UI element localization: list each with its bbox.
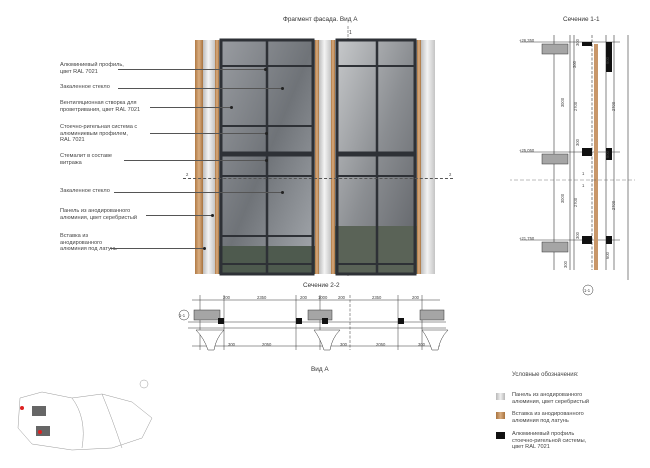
section-2-2-drawing [178, 290, 458, 365]
dim-600: 600 [605, 151, 610, 158]
leader-dot [230, 106, 233, 109]
elevation-mark: +21,750 [519, 236, 535, 241]
dim-300: 300 [575, 139, 580, 146]
facade-elevation [195, 26, 445, 276]
leader-dot [281, 87, 284, 90]
plan-dim: 200 [223, 295, 230, 300]
leader-line [146, 215, 213, 216]
leader-line [118, 88, 283, 89]
dim-2700-right: 2700 [611, 101, 617, 112]
dim-300: 300 [563, 261, 568, 268]
plan-dim: 200 [300, 295, 307, 300]
legend-label: Алюминиевый профиль стоечно-ригельной системы, цвет RAL 7021 [512, 431, 587, 451]
section-tag: 1-1 [179, 313, 186, 318]
annotation-vent-sash: Вентиляционная створка для проветривания, цвет RAL 7021 [60, 100, 141, 113]
facade-title: Фрагмент фасада. Вид А [283, 16, 358, 23]
plan-dim: 200 [338, 295, 345, 300]
annotation-mullion-transom: Стоечно-ригельная система с алюминиевым профилем, RAL 7021 [60, 124, 138, 144]
svg-text:1: 1 [349, 30, 352, 36]
view-a-label: Вид А [311, 366, 329, 373]
plan-dim: 1000 [318, 295, 328, 300]
leader-dot [265, 132, 268, 135]
leader-line [124, 160, 267, 161]
dim-3000: 3000 [560, 97, 566, 108]
plan-dim: 200 [412, 295, 419, 300]
section-1-1-title: Сечение 1-1 [563, 16, 600, 23]
legend-label: Вставка из анодированного алюминия под латунь [512, 411, 584, 424]
elevation-mark: +25,050 [519, 148, 535, 153]
annotation-tempered-glass-2: Закаленное стекло [60, 188, 110, 194]
dim-2700: 2700 [573, 197, 579, 208]
axis-1-mark: 1 [582, 171, 585, 176]
leader-line [150, 133, 267, 134]
legend-title: Условные обозначения: [512, 372, 579, 378]
plan-dim: 2050 [262, 342, 272, 347]
leader-line [114, 192, 283, 193]
axis-1-mark: 1 [582, 183, 585, 188]
key-plan [12, 378, 162, 458]
annotation-tempered-glass-1: Закаленное стекло [60, 84, 110, 90]
leader-dot [211, 214, 214, 217]
axis-2-right: 2 [449, 172, 452, 177]
legend-swatch-brass [496, 412, 505, 419]
plan-dim: 300 [228, 342, 235, 347]
section-1-1-drawing [510, 30, 640, 300]
plan-dim: 2350 [257, 295, 267, 300]
elevation-mark: +26,350 [519, 38, 535, 43]
section-2-2-title: Сечение 2-2 [303, 282, 340, 289]
leader-line [118, 69, 266, 70]
dim-600: 600 [605, 57, 610, 64]
leader-dot [203, 247, 206, 250]
dim-3000: 3000 [560, 193, 566, 204]
plan-dim: 2350 [372, 295, 382, 300]
legend-swatch-silver [496, 393, 505, 400]
annotation-silver-panel: Панель из анодированного алюминия, цвет серебристый [60, 208, 137, 221]
leader-dot [264, 68, 267, 71]
dim-2700: 2700 [573, 101, 579, 112]
leader-dot [281, 191, 284, 194]
plan-dim: 300 [418, 342, 425, 347]
leader-dot [265, 159, 268, 162]
leader-line [110, 248, 205, 249]
leader-line [150, 107, 232, 108]
dim-2700-right: 2700 [611, 200, 617, 211]
dim-300: 300 [575, 232, 580, 239]
annotation-stemalit: Стемалит в составе витража [60, 153, 113, 166]
plan-dim: 300 [340, 342, 347, 347]
dim-300: 300 [575, 39, 580, 46]
dim-300: 300 [572, 61, 577, 68]
axis-2-left: 2 [186, 172, 189, 177]
section-tag: 1-1 [584, 288, 591, 293]
plan-dim: 2050 [376, 342, 386, 347]
annotation-brass-insert: Вставка из анодированного алюминия под латунь [60, 233, 117, 253]
legend-swatch-profile [496, 432, 505, 439]
legend-label: Панель из анодированного алюминия, цвет серебристый [512, 392, 589, 405]
section-line-2-2 [183, 178, 453, 179]
dim-600: 600 [605, 252, 610, 259]
annotation-aluminium-profile: Алюминиевый профиль, цвет RAL 7021 [60, 62, 124, 75]
